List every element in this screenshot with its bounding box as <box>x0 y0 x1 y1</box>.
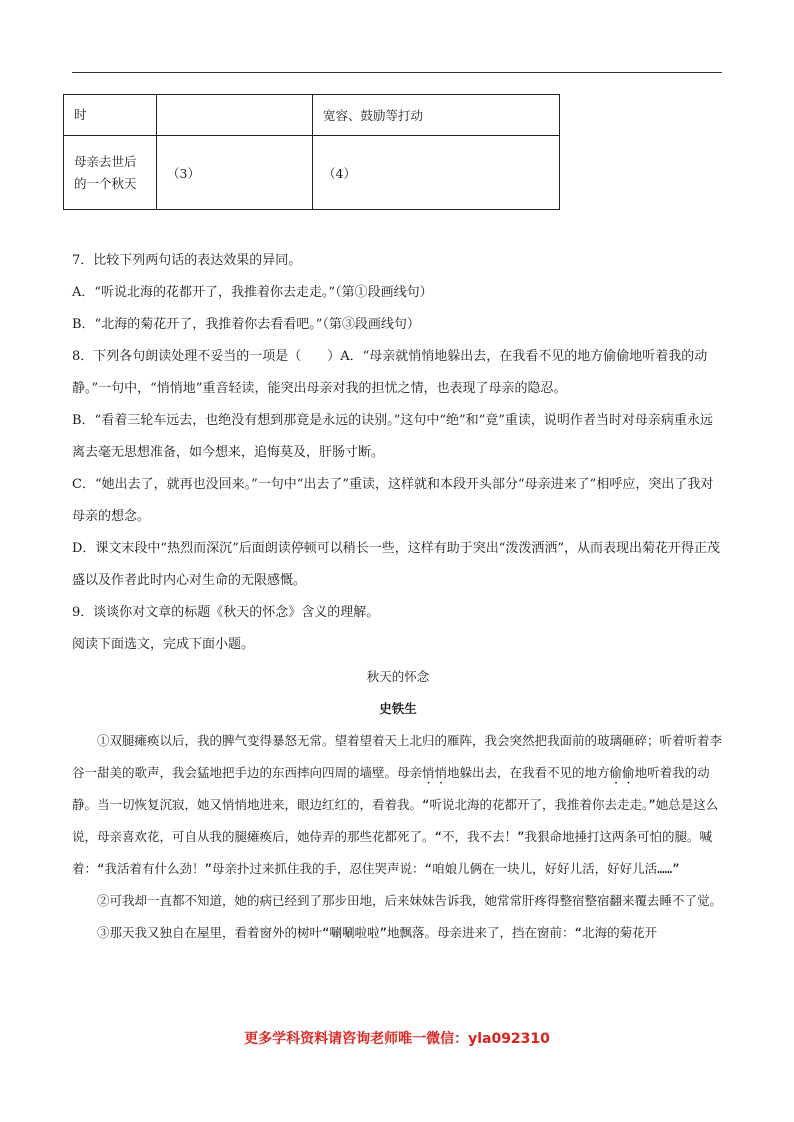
table-cell: 宽容、鼓励等打动 <box>313 95 560 136</box>
emphasis-text: 偷偷 <box>609 765 635 780</box>
text-span: ①双腿瘫痪以后，我的脾气变得暴怒无常。望着望着天上北归的雁阵，我会突然把我面前的玻璃砸碎；听着听着李谷一甜美的歌声，我会猛地把手边的东西摔向四周的墙壁。母亲 <box>72 733 723 780</box>
question-block <box>72 245 724 661</box>
table-row <box>64 136 560 210</box>
reading-table <box>63 94 560 210</box>
option-b: B．“北海的菊花开了，我推着你去看看吧。”（第③段画线句） <box>72 317 420 332</box>
question-7: 7．比较下列两句话的表达效果的异同。 <box>72 253 302 268</box>
excerpt <box>72 661 724 949</box>
table-cell: （3） <box>157 136 313 210</box>
header-rule <box>72 72 722 73</box>
table-cell: 时 <box>64 95 157 136</box>
option-d: D．课文末段中“热烈而深沉”后面朗读停顿可以稍长一些，这样有助于突出“泼泼洒洒”，从而表现出菊花开得正茂盛以及作者此时内心对生命的无限感慨。 <box>72 541 721 588</box>
reading-instruction: 阅读下面选文，完成下面小题。 <box>72 637 255 652</box>
table-cell <box>157 95 313 136</box>
option-c: C．“她出去了，就再也没回来。”一句中“出去了”重读，这样就和本段开头部分“母亲进来了”相呼应，突出了我对母亲的想念。 <box>72 477 714 524</box>
cell-line: 的一个秋天 <box>74 175 137 191</box>
text-span: 地听着我的动静。当一切恢复沉寂，她又悄悄地进来，眼边红红的，看着我。“听说北海的花都开了，我推着你去走走。”她总是这么说，母亲喜欢花，可自从我的腿瘫痪后，她侍弄的那些花都死了。“不，我不去！”我狠命地捶打这两条可怕的腿。喊着：“我活着有什么劲！”母亲扑过来抓住我的手，忍住哭声说：“咱娘儿俩在一块儿，好好儿活，好好儿活……” <box>72 765 719 876</box>
option-b: B．“看着三轮车远去，也绝没有想到那竟是永远的诀别。”这句中“绝”和“竟”重读，说明作者当时对母亲病重永远离去毫无思想准备，如今想来，追悔莫及，肝肠寸断。 <box>72 413 713 460</box>
excerpt-paragraph-2: ②可我却一直都不知道，她的病已经到了那步田地，后来妹妹告诉我，她常常肝疼得整宿整宿翻来覆去睡不了觉。 <box>97 893 723 908</box>
excerpt-title: 秋天的怀念 <box>366 669 430 684</box>
footer-contact: 更多学科资料请咨询老师唯一微信：yla092310 <box>244 1031 550 1047</box>
emphasis-text: 悄悄 <box>422 765 448 780</box>
excerpt-paragraph-1 <box>72 725 724 885</box>
table-cell: （4） <box>313 136 560 210</box>
option-a: A．“听说北海的花都开了，我推着你去走走。”（第①段画线句） <box>72 285 433 300</box>
question-9: 9．谈谈你对文章的标题《秋天的怀念》含义的理解。 <box>72 605 380 620</box>
table-row <box>64 95 560 136</box>
excerpt-paragraph-3: ③那天我又独自在屋里，看着窗外的树叶“唰唰啦啦”地飘落。母亲进来了，挡在窗前：“北海的菊花开 <box>97 925 658 940</box>
cell-line: 母亲去世后 <box>74 153 137 169</box>
question-8: 8．下列各句朗读处理不妥当的一项是（ ）A．“母亲就悄悄地躲出去，在我看不见的地方偷偷地听着我的动静。”一句中，“悄悄地”重音轻读，能突出母亲对我的担忧之情，也表现了母亲的隐忍。 <box>72 349 708 396</box>
excerpt-author: 史铁生 <box>379 701 417 716</box>
table-cell <box>64 136 157 210</box>
text-span: 地躲出去，在我看不见的地方 <box>447 765 610 780</box>
